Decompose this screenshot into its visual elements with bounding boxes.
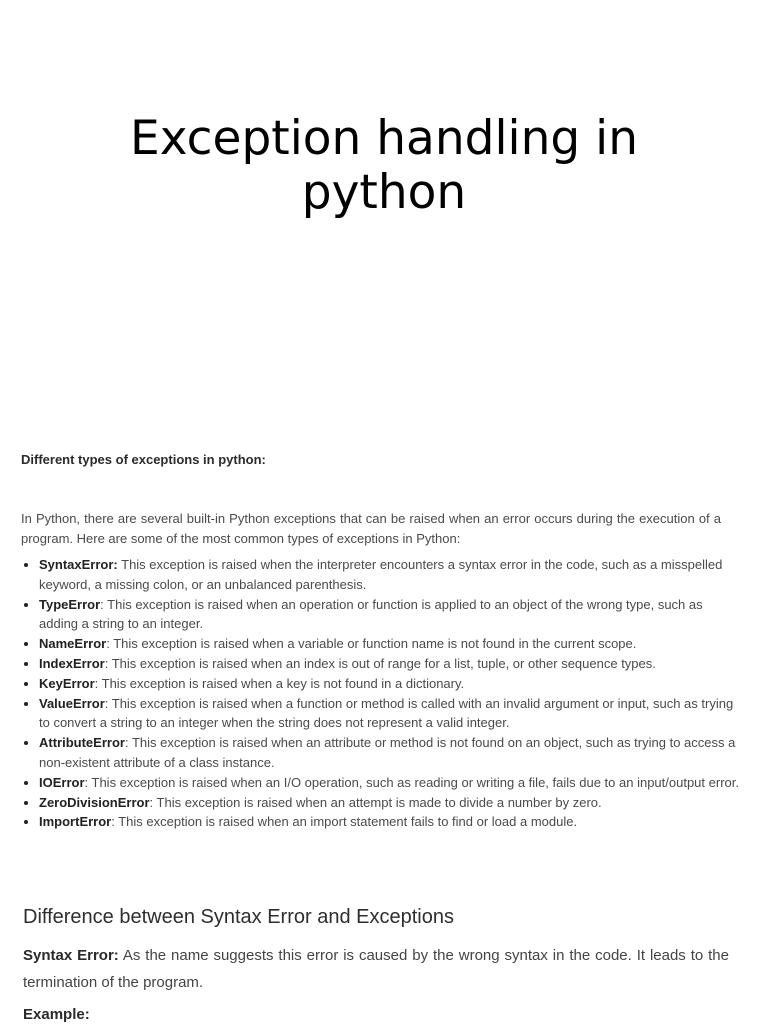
syntax-error-lead: Syntax Error: bbox=[23, 947, 119, 964]
list-item bbox=[39, 595, 739, 635]
exception-description: : This exception is raised when an attribute or method is not found on an object, such as trying to access a non-existent attribute of a class instance. bbox=[39, 735, 736, 770]
exception-name: SyntaxError: bbox=[39, 557, 118, 572]
list-item bbox=[39, 773, 739, 793]
exception-description: : This exception is raised when an operation or function is applied to an object of the wrong type, such as adding a string to an integer. bbox=[39, 596, 703, 632]
syntax-error-text: As the name suggests this error is caused by the wrong syntax in the code. It leads to the termination of the program. bbox=[23, 947, 729, 991]
intro-paragraph: In Python, there are several built-in Python exceptions that can be raised when an error occurs during the execution of a program. Here are some of the most common types of exceptions in Python: bbox=[21, 511, 721, 546]
slide-title bbox=[0, 112, 768, 220]
list-item bbox=[39, 812, 739, 832]
exception-description: : This exception is raised when a function or method is called with an invalid argument or input, such as trying to convert a string to an integer when the string does not represent a valid integer. bbox=[39, 695, 734, 731]
exception-name: ZeroDivisionError bbox=[39, 794, 150, 810]
example-label: Example: bbox=[23, 1006, 90, 1023]
exception-name: TypeError bbox=[39, 596, 101, 612]
exception-name: ValueError bbox=[39, 695, 105, 711]
exception-name: IndexError bbox=[39, 655, 105, 671]
list-item bbox=[39, 634, 739, 654]
exception-name: AttributeError bbox=[39, 735, 125, 751]
difference-heading: Difference between Syntax Error and Exceptions bbox=[23, 906, 454, 928]
exception-description: This exception is raised when the interpreter encounters a syntax error in the code, such as a misspelled keyword, a missing colon, or an unbalanced parenthesis. bbox=[39, 557, 723, 592]
exception-description: : This exception is raised when an I/O operation, such as reading or writing a file, fails due to an input/output error. bbox=[84, 774, 739, 790]
list-item bbox=[39, 793, 739, 813]
exception-name: KeyError bbox=[39, 675, 95, 691]
section-heading: Different types of exceptions in python: bbox=[21, 452, 266, 467]
exception-description: : This exception is raised when an attempt is made to divide a number by zero. bbox=[149, 794, 602, 810]
slide-title-line-2: python bbox=[301, 165, 467, 220]
exception-description: : This exception is raised when a key is not found in a dictionary. bbox=[94, 675, 465, 691]
slide-title-line-1: Exception handling in bbox=[130, 111, 638, 166]
exception-name: NameError bbox=[39, 636, 107, 652]
list-item bbox=[39, 555, 739, 595]
exception-list bbox=[21, 555, 739, 832]
list-item bbox=[39, 694, 739, 734]
syntax-error-paragraph bbox=[23, 942, 729, 996]
list-item bbox=[39, 733, 739, 773]
exception-description: : This exception is raised when a variable or function name is not found in the current scope. bbox=[106, 636, 637, 652]
list-item bbox=[39, 654, 739, 674]
exception-name: IOError bbox=[39, 774, 85, 790]
exception-description: : This exception is raised when an import statement fails to find or load a module. bbox=[111, 814, 578, 830]
exception-name: ImportError bbox=[39, 814, 112, 830]
exception-description: : This exception is raised when an index is out of range for a list, tuple, or other sequence types. bbox=[104, 655, 656, 671]
list-item bbox=[39, 674, 739, 694]
